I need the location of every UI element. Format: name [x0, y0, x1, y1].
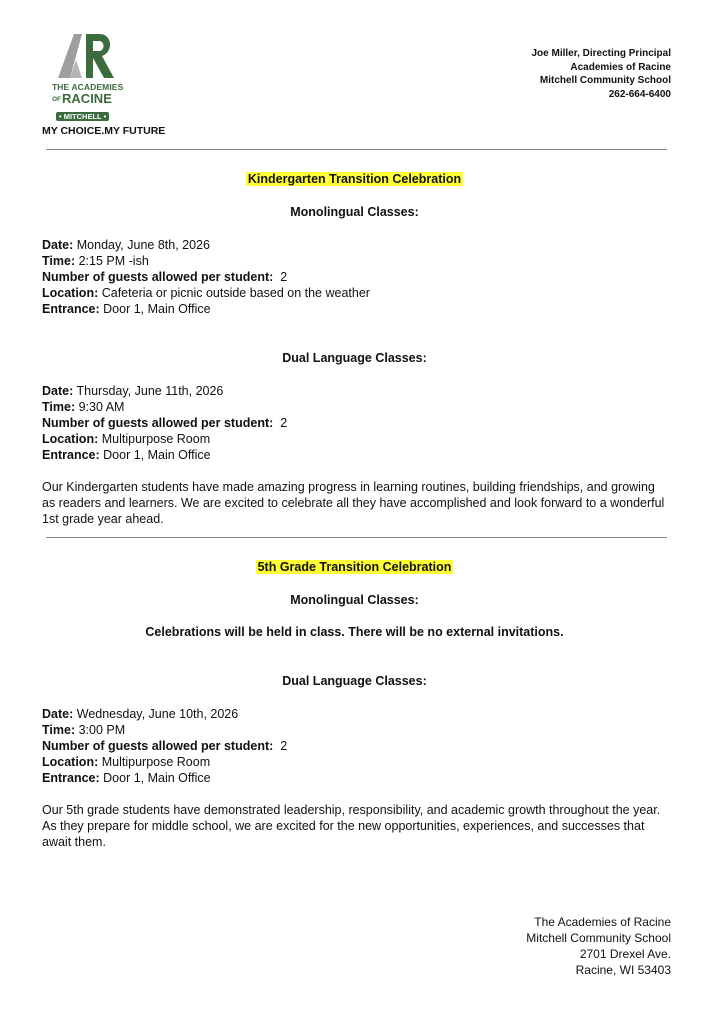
logo-line2-main: RACINE	[62, 91, 112, 106]
kinder-mono-details	[42, 237, 667, 317]
tagline: MY CHOICE.MY FUTURE	[42, 125, 166, 137]
footer-city: Racine, WI 53403	[575, 963, 671, 977]
kinder-dual-heading: Dual Language Classes:	[282, 351, 427, 365]
logo-line2-prefix: OF	[52, 96, 62, 104]
fifth-section	[42, 559, 667, 850]
footer-school: Mitchell Community School	[526, 931, 671, 945]
ar-logo-icon	[56, 32, 118, 80]
detail-time: Time: 9:30 AM	[42, 400, 125, 414]
footer-street: 2701 Drexel Ave.	[579, 947, 671, 961]
detail-location: Location: Cafeteria or picnic outside based on the weather	[42, 286, 370, 300]
fifth-dual-heading: Dual Language Classes:	[282, 674, 427, 688]
detail-location: Location: Multipurpose Room	[42, 432, 211, 446]
kinder-section	[42, 171, 667, 527]
footer-org: The Academies of Racine	[534, 915, 671, 929]
detail-date: Date: Thursday, June 11th, 2026	[42, 384, 224, 398]
kinder-mono-heading: Monolingual Classes:	[290, 205, 419, 219]
school-name: Mitchell Community School	[539, 75, 671, 86]
fifth-dual-details	[42, 706, 667, 786]
kinder-paragraph: Our Kindergarten students have made amazing progress in learning routines, building friendships, and growing as readers and learners. We are excited to celebrate all they have accomplished and look forward to a wonderful 1st grade year ahead.	[42, 480, 665, 526]
detail-time: Time: 2:15 PM -ish	[42, 254, 149, 268]
phone-number: 262-664-6400	[608, 88, 671, 100]
fifth-title: 5th Grade Transition Celebration	[257, 560, 452, 574]
detail-entrance: Entrance: Door 1, Main Office	[42, 302, 211, 316]
school-logo	[46, 32, 166, 124]
fifth-mono-note: Celebrations will be held in class. There will be no external invitations.	[145, 625, 564, 639]
detail-location: Location: Multipurpose Room	[42, 755, 211, 769]
detail-date: Date: Wednesday, June 10th, 2026	[42, 707, 239, 721]
detail-guests: Number of guests allowed per student: 2	[42, 270, 288, 284]
fifth-mono-heading: Monolingual Classes:	[290, 593, 419, 607]
kinder-title: Kindergarten Transition Celebration	[247, 172, 462, 186]
kinder-dual-details	[42, 383, 667, 463]
org-name: Academies of Racine	[570, 61, 671, 73]
principal-name: Joe Miller, Directing Principal	[531, 48, 671, 59]
letterhead	[532, 47, 672, 101]
detail-guests: Number of guests allowed per student: 2	[42, 739, 288, 753]
detail-entrance: Entrance: Door 1, Main Office	[42, 771, 211, 785]
divider-top	[46, 149, 667, 150]
detail-guests: Number of guests allowed per student: 2	[42, 416, 288, 430]
footer-address	[526, 914, 671, 978]
detail-time: Time: 3:00 PM	[42, 723, 126, 737]
logo-line3: • MITCHELL •	[56, 112, 109, 121]
fifth-paragraph: Our 5th grade students have demonstrated leadership, responsibility, and academic growth throughout the year. As they prepare for middle school, we are excited for the new opportunities, experiences, and successes that await them.	[42, 803, 661, 849]
detail-entrance: Entrance: Door 1, Main Office	[42, 448, 211, 462]
logo-line1: THE ACADEMIES	[52, 82, 124, 92]
detail-date: Date: Monday, June 8th, 2026	[42, 238, 210, 252]
divider-middle	[46, 537, 667, 538]
logo-line2	[52, 92, 166, 106]
